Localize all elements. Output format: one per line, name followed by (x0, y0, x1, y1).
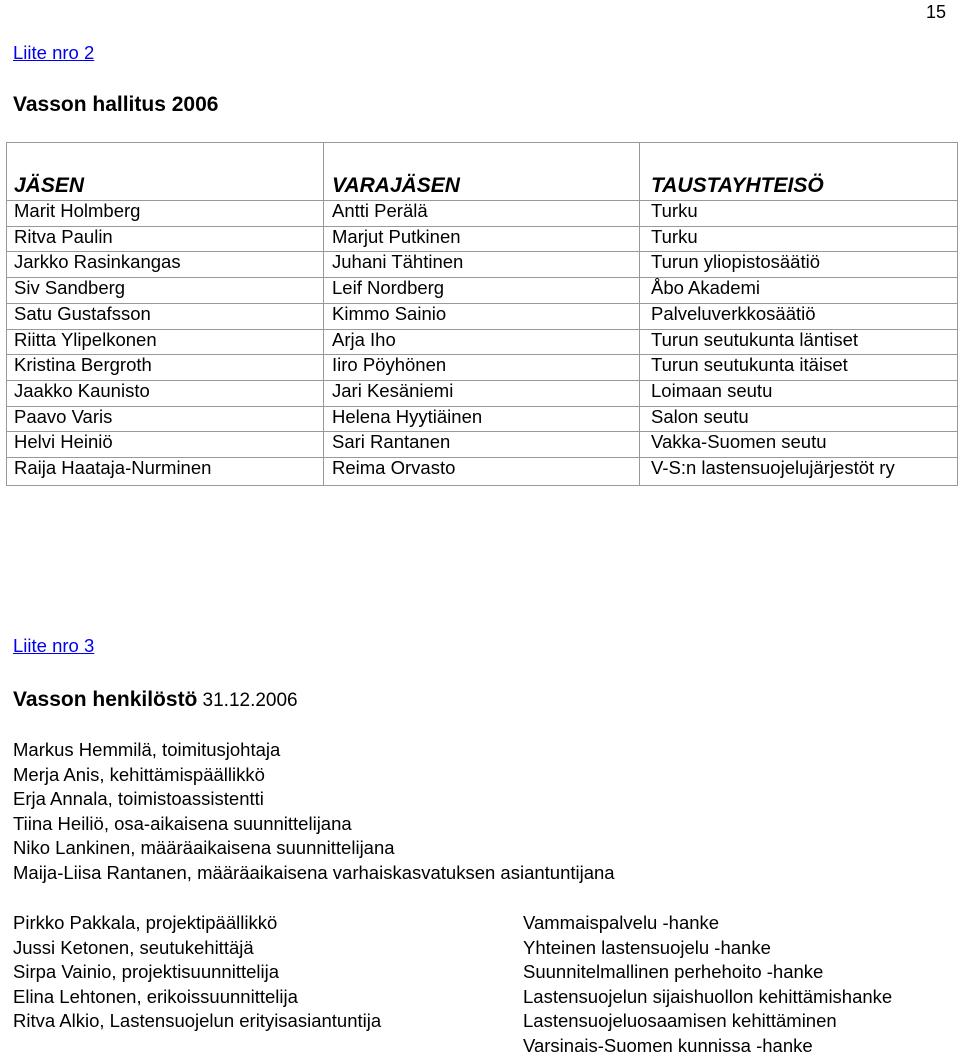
page-number: 15 (925, 2, 946, 22)
deputy-cell: Arja Iho (332, 328, 396, 350)
header-member: JÄSEN (14, 174, 85, 197)
staff-title (13, 689, 298, 710)
table-row (6, 303, 958, 328)
projects-list (523, 911, 892, 1059)
list-item: Varsinais-Suomen kunnissa -hanke (523, 1034, 813, 1056)
member-cell: Jarkko Rasinkangas (14, 251, 181, 273)
member-cell: Marit Holmberg (14, 200, 141, 221)
table-row (6, 431, 958, 456)
background-cell: Turun yliopistosäätiö (651, 251, 820, 273)
list-item: Suunnitelmallinen perhehoito -hanke (523, 961, 824, 983)
list-item: Lastensuojeluosaamisen kehittäminen (523, 1010, 837, 1032)
background-cell: Turku (651, 225, 698, 247)
list-item: Maija-Liisa Rantanen, määräaikaisena varhaiskasvatuksen asiantuntijana (13, 861, 615, 883)
list-item: Elina Lehtonen, erikoissuunnittelija (13, 985, 298, 1007)
appendix-3-label: Liite nro 3 (13, 635, 95, 656)
member-cell: Satu Gustafsson (14, 302, 151, 324)
list-item: Pirkko Pakkala, projektipäällikkö (13, 912, 278, 933)
background-cell: Turun seutukunta itäiset (651, 354, 848, 376)
table-row (6, 380, 958, 405)
background-cell: Turun seutukunta läntiset (651, 328, 859, 350)
member-cell: Riitta Ylipelkonen (14, 328, 157, 350)
background-cell: Loimaan seutu (651, 379, 773, 401)
deputy-cell: Helena Hyytiäinen (332, 405, 483, 427)
board-title: Vasson hallitus 2006 (13, 93, 219, 116)
deputy-cell: Juhani Tähtinen (332, 251, 464, 273)
table-row (6, 200, 958, 225)
staff-title-text: Vasson henkilöstö (13, 688, 198, 711)
deputy-cell: Jari Kesäniemi (332, 379, 454, 401)
list-item: Tiina Heiliö, osa-aikaisena suunnittelijana (13, 812, 352, 834)
list-item: Yhteinen lastensuojelu -hanke (523, 936, 771, 958)
list-item: Jussi Ketonen, seutukehittäjä (13, 936, 254, 958)
member-cell: Helvi Heiniö (14, 431, 113, 453)
table-row (6, 457, 958, 482)
list-item: Niko Lankinen, määräaikaisena suunnittelijana (13, 837, 395, 859)
member-cell: Siv Sandberg (14, 277, 126, 299)
table-row (6, 354, 958, 379)
table-row (6, 406, 958, 431)
background-cell: V-S:n lastensuojelujärjestöt ry (651, 457, 895, 478)
member-cell: Paavo Varis (14, 405, 113, 427)
table-row (6, 329, 958, 354)
background-cell: Vakka-Suomen seutu (651, 431, 827, 453)
deputy-cell: Antti Perälä (332, 200, 428, 221)
background-cell: Åbo Akademi (651, 277, 761, 299)
list-item: Vammaispalvelu -hanke (523, 912, 720, 933)
appendix-2-label: Liite nro 2 (13, 42, 95, 63)
table-row (6, 226, 958, 251)
list-item: Merja Anis, kehittämispäällikkö (13, 763, 265, 785)
background-cell: Turku (651, 200, 698, 221)
list-item: Erja Annala, toimistoassistentti (13, 788, 264, 810)
header-deputy: VARAJÄSEN (332, 174, 460, 197)
board-table (6, 142, 958, 486)
deputy-cell: Sari Rantanen (332, 431, 451, 453)
list-item: Lastensuojelun sijaishuollon kehittämishanke (523, 985, 893, 1007)
staff-title-date: 31.12.2006 (202, 690, 298, 711)
header-background: TAUSTAYHTEISÖ (651, 174, 824, 197)
deputy-cell: Iiro Pöyhönen (332, 354, 447, 376)
member-cell: Raija Haataja-Nurminen (14, 457, 212, 478)
deputy-cell: Reima Orvasto (332, 457, 456, 478)
member-cell: Jaakko Kaunisto (14, 379, 150, 401)
project-staff-list (13, 911, 381, 1034)
list-item: Markus Hemmilä, toimitusjohtaja (13, 739, 281, 760)
deputy-cell: Kimmo Sainio (332, 302, 447, 324)
table-row (6, 251, 958, 276)
member-cell: Ritva Paulin (14, 225, 113, 247)
deputy-cell: Marjut Putkinen (332, 225, 461, 247)
list-item: Ritva Alkio, Lastensuojelun erityisasiantuntija (13, 1010, 382, 1032)
member-cell: Kristina Bergroth (14, 354, 152, 376)
background-cell: Palveluverkkosäätiö (651, 302, 816, 324)
staff-list (13, 738, 615, 886)
table-row (6, 277, 958, 302)
background-cell: Salon seutu (651, 405, 749, 427)
list-item: Sirpa Vainio, projektisuunnittelija (13, 961, 280, 983)
deputy-cell: Leif Nordberg (332, 277, 445, 299)
